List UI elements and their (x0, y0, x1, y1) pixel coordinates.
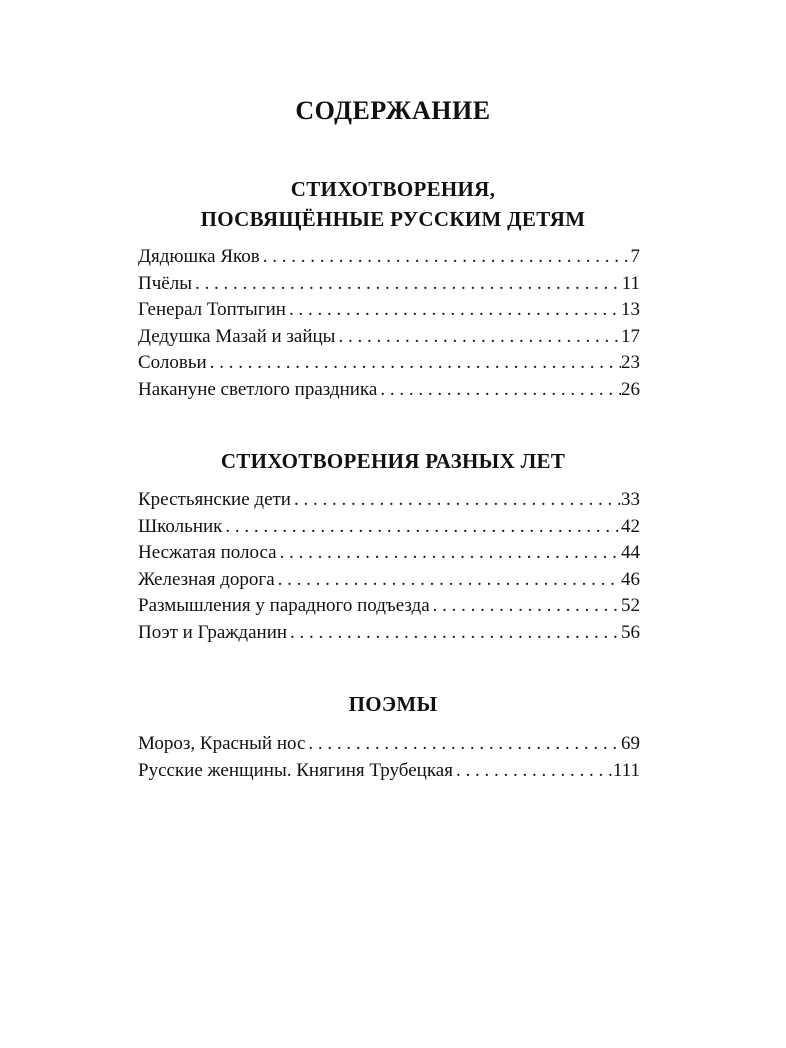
leader-dots (275, 569, 621, 591)
toc-entry-title: Накануне светлого праздника (138, 378, 378, 400)
toc-entry-page: 111 (612, 759, 640, 781)
toc-entry[interactable] (138, 246, 640, 273)
section-title-line: ПОЭМЫ (348, 692, 438, 716)
toc-entry-title: Русские женщины. Княгиня Трубецкая (138, 759, 453, 781)
toc-entry-title: Школьник (138, 515, 223, 537)
leader-dots (192, 273, 622, 295)
toc-entry-page: 52 (621, 595, 640, 616)
toc-entry[interactable] (138, 595, 640, 622)
section-title-line: СТИХОТВОРЕНИЯ РАЗНЫХ ЛЕТ (220, 449, 566, 473)
toc-list-children-poems (138, 246, 640, 405)
toc-entry-page: 42 (621, 515, 640, 537)
section-title-children-poems (0, 174, 786, 234)
leader-dots (207, 352, 621, 374)
section-title-various-years (0, 446, 786, 476)
toc-list-various-years (138, 489, 640, 648)
toc-entry-page: 44 (621, 542, 640, 563)
toc-entry-page: 69 (621, 733, 640, 754)
toc-entry[interactable] (138, 569, 640, 596)
toc-entry-title: Дядюшка Яков (138, 246, 260, 267)
toc-entry-title: Железная дорога (138, 568, 275, 590)
contents-title: СОДЕРЖАНИЕ (295, 96, 491, 125)
toc-entry-page: 46 (621, 568, 640, 590)
section-title-poems (0, 689, 786, 719)
toc-entry-page: 23 (621, 352, 640, 373)
toc-entry[interactable] (138, 326, 640, 353)
leader-dots (430, 595, 621, 617)
section-title-line: ПОСВЯЩЁННЫЕ РУССКИМ ДЕТЯМ (200, 207, 586, 231)
leader-dots (377, 379, 621, 401)
toc-entry-page: 11 (621, 272, 640, 294)
toc-entry-title: Размышления у парадного подъезда (138, 595, 430, 616)
leader-dots (453, 760, 613, 782)
toc-entry-title: Соловьи (138, 352, 207, 373)
leader-dots (305, 733, 621, 755)
toc-entry[interactable] (138, 516, 640, 543)
leader-dots (286, 299, 621, 321)
toc-entry-title: Несжатая полоса (138, 542, 277, 563)
section-title-line: СТИХОТВОРЕНИЯ, (290, 177, 496, 201)
toc-entry-page: 17 (621, 325, 640, 347)
toc-entry-page: 33 (621, 489, 640, 510)
leader-dots (222, 516, 621, 538)
toc-entry-page: 26 (621, 378, 640, 400)
leader-dots (287, 622, 621, 644)
leader-dots (291, 489, 621, 511)
leader-dots (335, 326, 621, 348)
toc-entry[interactable] (138, 273, 640, 300)
toc-entry[interactable] (138, 622, 640, 649)
toc-entry-page: 7 (630, 246, 640, 267)
leader-dots (260, 246, 631, 268)
toc-entry[interactable] (138, 542, 640, 569)
toc-entry[interactable] (138, 760, 640, 787)
toc-entry[interactable] (138, 299, 640, 326)
toc-entry-title: Пчёлы (138, 272, 192, 294)
toc-list-poems (138, 733, 640, 786)
toc-entry[interactable] (138, 352, 640, 379)
toc-entry-title: Поэт и Гражданин (138, 621, 288, 643)
toc-entry[interactable] (138, 733, 640, 760)
toc-entry-title: Мороз, Красный нос (138, 733, 306, 754)
toc-entry-title: Генерал Топтыгин (138, 299, 286, 320)
toc-entry[interactable] (138, 379, 640, 406)
leader-dots (277, 542, 621, 564)
toc-entry-page: 56 (621, 621, 640, 643)
toc-entry-title: Крестьянские дети (138, 489, 291, 510)
toc-entry-title: Дедушка Мазай и зайцы (138, 325, 336, 347)
toc-entry[interactable] (138, 489, 640, 516)
toc-entry-page: 13 (621, 299, 640, 320)
